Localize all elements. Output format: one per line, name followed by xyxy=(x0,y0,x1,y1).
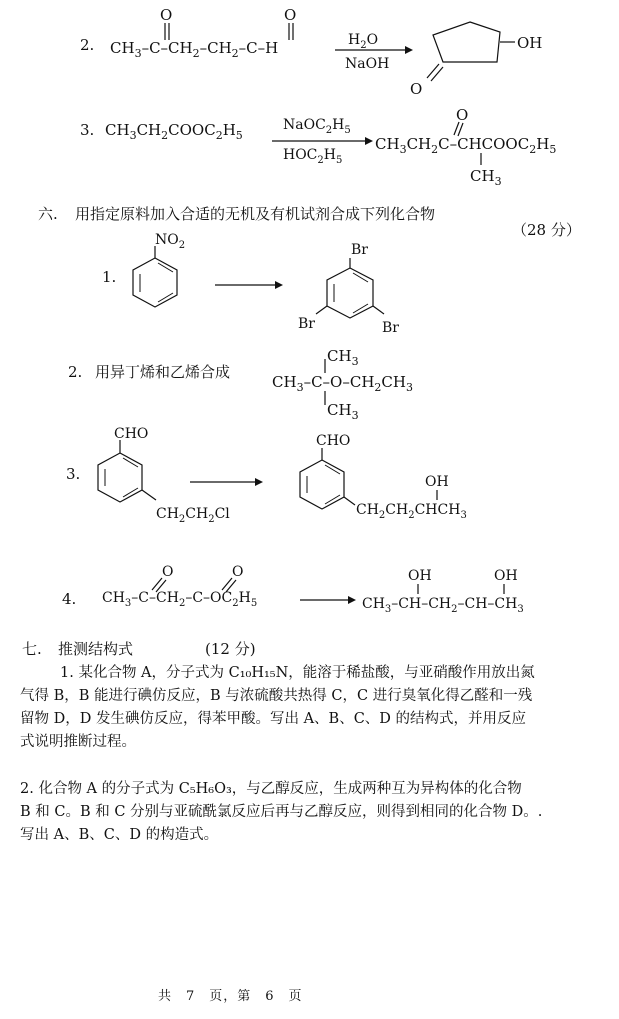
svg-text:CH3: $CH_3$ xyxy=(327,347,359,368)
item-number: 4. xyxy=(62,590,77,608)
svg-text:CH3–CH–CH2–CH–CH3: $CH_3-CH-CH_2-CH-CH_3$ xyxy=(362,596,524,615)
svg-text:CH3CH2C–CHCOOC2H5: $CH_3CH_2C-CHCOOC_2H_5$ xyxy=(375,135,557,156)
svg-text:CH3–C–CH2–CH2–C–H: $CH_3-C-CH_2-CH_2-C-H$ xyxy=(110,39,279,60)
reaction-number: 3. xyxy=(80,121,95,139)
section-points: (12 分) xyxy=(205,640,256,658)
tert-butyl-ethyl-ether xyxy=(270,343,470,423)
problem-1-line: 气得 B，B 能进行碘仿反应，B 与浓硫酸共热得 C，C 进行臭氧化得乙醛和一残 xyxy=(20,688,533,704)
reaction-3-drawing xyxy=(100,105,615,190)
svg-text:O: O xyxy=(284,6,297,24)
svg-text:O: O xyxy=(162,564,174,580)
problem-1-line: 式说明推断过程。 xyxy=(20,734,136,750)
item-number: 1. xyxy=(102,268,117,286)
benzaldehyde-synthesis xyxy=(90,420,490,530)
svg-text:CH3–C–O–CH2CH3: $CH_3-C-O-CH_2CH_3$ xyxy=(272,373,413,394)
svg-text:OH: OH xyxy=(517,34,543,52)
svg-text:CHO: CHO xyxy=(114,426,149,442)
svg-text:OH: OH xyxy=(425,474,449,490)
reaction-number: 2. xyxy=(80,36,95,54)
item-number: 2. xyxy=(68,363,83,381)
section-title: 推测结构式 xyxy=(58,640,134,658)
section-number: 七. xyxy=(22,640,42,658)
svg-text:O: O xyxy=(232,564,244,580)
svg-text:CH2CH2CHCH3: $CH_2CH_2CHCH_3$ xyxy=(356,502,467,521)
br-label-top: Br xyxy=(351,242,368,258)
item-number: 3. xyxy=(66,465,81,483)
problem-1-line: 1. 某化合物 A，分子式为 C₁₀H₁₅N，能溶于稀盐酸，与亚硝酸作用放出氮 xyxy=(60,665,535,681)
problem-1-line: 留物 D，D 发生碘仿反应，得苯甲酸。写出 A、B、C、D 的结构式，并用反应 xyxy=(20,711,527,727)
section-points: （28 分） xyxy=(512,221,581,239)
svg-text:CHO: CHO xyxy=(316,433,351,449)
svg-text:NO2: $NO_2$ xyxy=(155,232,186,251)
svg-text:O: O xyxy=(160,6,173,24)
nitrobenzene-to-tribromobenzene xyxy=(120,230,420,340)
svg-text:CH3: $CH_3$ xyxy=(470,167,502,188)
br-label-left: Br xyxy=(298,316,315,332)
svg-text:CH2CH2Cl: $CH_2CH_2Cl$ xyxy=(156,506,230,525)
page-footer: 共 7 页，第 6 页 xyxy=(158,989,303,1004)
problem-2-line: 2. 化合物 A 的分子式为 C₅H₆O₃，与乙醇反应，生成两种互为异构体的化合物 xyxy=(20,781,522,797)
svg-text:CH3: $CH_3$ xyxy=(327,401,359,422)
problem-2-line: 写出 A、B、C、D 的构造式。 xyxy=(20,827,219,843)
svg-text:OH: OH xyxy=(408,568,432,584)
svg-text:HOC2H5: $HOC_2H_5$ xyxy=(283,147,343,166)
problem-2-line: B 和 C。B 和 C 分别与亚硫酰氯反应后再与乙醇反应，则得到相同的化合物 D。. xyxy=(20,804,543,820)
svg-text:NaOH: NaOH xyxy=(345,56,390,72)
section-title: 用指定原料加入合适的无机及有机试剂合成下列化合物 xyxy=(75,205,436,223)
svg-text:H2O: $H_2O$ xyxy=(348,32,379,51)
svg-text:NaOC2H5: $NaOC_2H_5$ xyxy=(283,117,351,136)
reaction-2-drawing xyxy=(105,0,619,100)
svg-text:O: O xyxy=(456,106,469,124)
svg-text:OH: OH xyxy=(494,568,518,584)
diol-synthesis xyxy=(100,560,610,620)
svg-text:CH3–C–CH2–C–OC2H5: $CH_3-C-CH_2-C-OC_2H_5$ xyxy=(102,590,258,609)
br-label-right: Br xyxy=(382,320,399,336)
item-text: 用异丁烯和乙烯合成 xyxy=(95,363,231,381)
svg-text:O: O xyxy=(410,80,423,98)
section-number: 六. xyxy=(38,205,58,223)
svg-text:CH3CH2COOC2H5: $CH_3CH_2COOC_2H_5$ xyxy=(105,121,243,142)
